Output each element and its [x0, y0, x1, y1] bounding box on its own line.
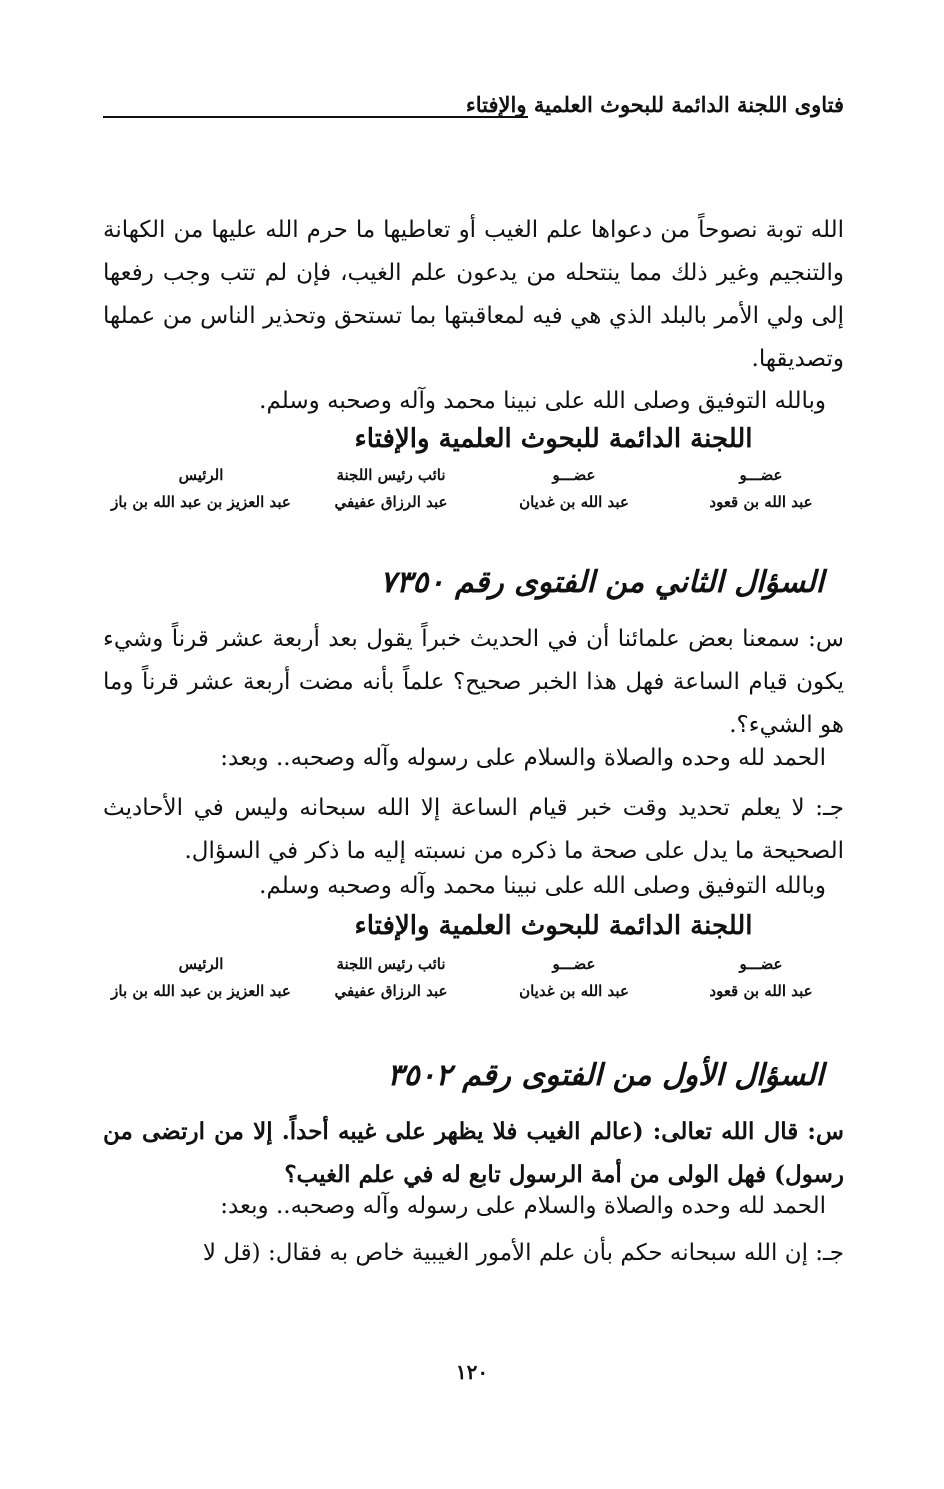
committee-title: [103, 424, 844, 454]
question-heading: السؤال الأول من الفتوى رقم ٣٥٠٢: [387, 1058, 824, 1093]
signature-name: عبد الرزاق عفيفي: [334, 493, 448, 511]
signature-vice-chair: [316, 462, 466, 516]
signature-role: نائب رئيس اللجنة: [336, 466, 446, 484]
signature-member-2: [499, 951, 649, 1005]
committee-title: [103, 911, 844, 941]
signature-row: [103, 462, 844, 522]
signature-name: عبد الرزاق عفيفي: [334, 982, 448, 1000]
signature-name: عبد الله بن غديان: [519, 982, 629, 1000]
signature-member-2: [499, 462, 649, 516]
signature-role: عضـــو: [552, 955, 596, 973]
signature-name: عبد الله بن غديان: [519, 493, 629, 511]
signature-name: عبد الله بن قعود: [709, 982, 813, 1000]
signature-row: [103, 951, 844, 1011]
page-number: ١٢٠: [455, 1360, 489, 1384]
signature-chair: [103, 462, 299, 516]
running-header-title: فتاوى اللجنة الدائمة للبحوث العلمية والإفتاء: [465, 92, 844, 117]
signature-name: عبد العزيز بن عبد الله بن باز: [111, 493, 291, 511]
question-text: س: سمعنا بعض علمائنا أن في الحديث خبراً يقول بعد أربعة عشر قرناً وشيء يكون قيام الساعة فهل هذا الخبر صحيح؟ علماً بأنه مضت أربعة عشر قرناً وما هو الشيء؟.: [103, 626, 844, 738]
praise-line: الحمد لله وحده والصلاة والسلام على رسوله وآله وصحبه.. وبعد:: [220, 745, 826, 771]
signature-role: عضـــو: [739, 466, 783, 484]
committee-title-text: اللجنة الدائمة للبحوث العلمية والإفتاء: [354, 911, 753, 941]
signature-role: عضـــو: [739, 955, 783, 973]
signature-vice-chair: [316, 951, 466, 1005]
closing-line: وبالله التوفيق وصلى الله على نبينا محمد وآله وصحبه وسلم.: [259, 388, 826, 414]
answer-text: جـ: لا يعلم تحديد وقت خبر قيام الساعة إلا الله سبحانه وليس في الأحاديث الصحيحة ما يدل على صحة ما ذكره من نسبته إليه ما ذكر في السؤال.: [103, 795, 844, 864]
signature-member-1: [686, 462, 836, 516]
signature-role: عضـــو: [552, 466, 596, 484]
signature-member-1: [686, 951, 836, 1005]
signature-name: عبد العزيز بن عبد الله بن باز: [111, 982, 291, 1000]
signature-chair: [103, 951, 299, 1005]
signature-role: الرئيس: [178, 466, 224, 484]
praise-line: الحمد لله وحده والصلاة والسلام على رسوله وآله وصحبه.. وبعد:: [220, 1193, 826, 1219]
committee-title-text: اللجنة الدائمة للبحوث العلمية والإفتاء: [354, 424, 753, 454]
question-heading: السؤال الثاني من الفتوى رقم ٧٣٥٠: [380, 565, 824, 600]
header-rule: [103, 116, 528, 118]
signature-name: عبد الله بن قعود: [709, 493, 813, 511]
signature-role: نائب رئيس اللجنة: [336, 955, 446, 973]
question-text: س: قال الله تعالى: (عالم الغيب فلا يظهر على غيبه أحداً. إلا من ارتضى من رسول) فهل الولى من أمة الرسول تابع له في علم الغيب؟: [103, 1118, 844, 1188]
closing-line: وبالله التوفيق وصلى الله على نبينا محمد وآله وصحبه وسلم.: [259, 873, 826, 899]
answer-text: جـ: إن الله سبحانه حكم بأن علم الأمور الغيبية خاص به فقال: (قل لا: [202, 1240, 844, 1266]
fatwa-continuation-paragraph: الله توبة نصوحاً من دعواها علم الغيب أو تعاطيها ما حرم الله عليها من الكهانة والتنجيم وغير ذلك مما ينتحله من يدعون علم الغيب، فإن لم تتب وجب رفعها إلى ولي الأمر بالبلد الذي هي فيه لمعاقبتها بما تستحق وتحذير الناس من عملها وتصديقها.: [103, 217, 844, 372]
signature-role: الرئيس: [178, 955, 224, 973]
running-header: [103, 88, 844, 132]
